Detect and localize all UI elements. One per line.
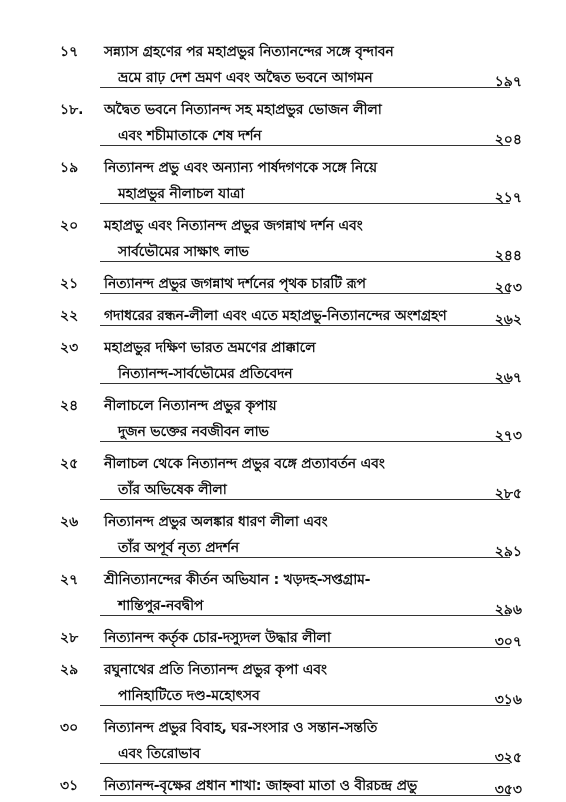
chapter-title: নিত্যানন্দ প্রভুর বিবাহ, ঘর-সংসার ও সন্তান-সন্ততি xyxy=(104,720,378,736)
chapter-title-continuation: সার্বভৌমের সাক্ষাৎ লাভ xyxy=(118,244,249,260)
chapter-title-continuation: নিত্যানন্দ-সার্বভৌমের প্রতিবেদন xyxy=(118,366,293,382)
page-number: ২১৭ xyxy=(494,190,522,206)
chapter-title-continuation: এবং শচীমাতাকে শেষ দর্শন xyxy=(118,128,262,144)
chapter-title-continuation: শান্তিপুর-নবদ্বীপ xyxy=(118,598,204,614)
chapter-number: ২৮ xyxy=(60,630,79,646)
page-number: ২৯১ xyxy=(494,544,522,560)
chapter-title: নীলাচল থেকে নিত্যানন্দ প্রভুর বঙ্গে প্রত্যাবর্তন এবং xyxy=(104,456,385,472)
chapter-title: শ্রীনিত্যানন্দের কীর্তন অভিযান : খড়দহ-সপ্তগ্রাম- xyxy=(104,572,371,588)
chapter-title: অদ্বৈত ভবনে নিত্যানন্দ সহ মহাপ্রভুর ভোজন লীলা xyxy=(104,102,382,118)
chapter-number: ২১ xyxy=(60,276,79,292)
entry-divider xyxy=(100,145,510,146)
chapter-title-continuation: তাঁর অপূর্ব নৃত্য প্রদর্শন xyxy=(118,540,239,556)
chapter-title: নিত্যানন্দ প্রভু এবং অন্যান্য পার্ষদগণকে সঙ্গে নিয়ে xyxy=(104,160,377,176)
entry-divider xyxy=(100,499,510,500)
entry-divider xyxy=(100,795,510,796)
entry-divider xyxy=(100,647,510,648)
page-number: ২৯৬ xyxy=(494,602,522,618)
toc-entry xyxy=(0,658,566,710)
chapter-title-continuation: এবং তিরোভাব xyxy=(118,746,201,762)
toc-entry xyxy=(0,510,566,562)
toc-entry xyxy=(0,774,566,800)
entry-divider xyxy=(100,203,510,204)
entry-divider xyxy=(100,87,510,88)
toc-entry xyxy=(0,626,566,652)
page-number: ২৮৫ xyxy=(494,486,522,502)
chapter-number: ১৭ xyxy=(60,44,79,60)
chapter-number: ২০ xyxy=(60,218,79,234)
page-number: ২৭৩ xyxy=(494,428,522,444)
entry-divider xyxy=(100,705,510,706)
page-number: ২৬২ xyxy=(494,312,522,328)
entry-divider xyxy=(100,615,510,616)
toc-entry xyxy=(0,214,566,266)
entry-divider xyxy=(100,557,510,558)
chapter-number: ২৯ xyxy=(60,662,79,678)
chapter-title: নিত্যানন্দ-বৃক্ষের প্রধান শাখা: জাহ্নবা মাতা ও বীরচন্দ্র প্রভু xyxy=(104,778,418,794)
chapter-number: ২৭ xyxy=(60,572,79,588)
chapter-title-continuation: দুজন ভক্তের নবজীবন লাভ xyxy=(118,424,269,440)
page-number: ৩২৫ xyxy=(494,750,522,766)
entry-divider xyxy=(100,325,510,326)
toc-entry xyxy=(0,568,566,620)
chapter-number: ২২ xyxy=(60,308,79,324)
chapter-title: নিত্যানন্দ কর্তৃক চোর-দস্যুদল উদ্ধার লীলা xyxy=(104,630,331,646)
chapter-number: ১৮. xyxy=(60,102,84,118)
chapter-title: সন্ন্যাস গ্রহণের পর মহাপ্রভুর নিত্যানন্দের সঙ্গে বৃন্দাবন xyxy=(104,44,394,60)
toc-entry xyxy=(0,336,566,388)
toc-entry xyxy=(0,394,566,446)
entry-divider xyxy=(100,383,510,384)
chapter-title: রঘুনাথের প্রতি নিত্যানন্দ প্রভুর কৃপা এবং xyxy=(104,662,327,678)
page-number: ৩১৬ xyxy=(494,692,522,708)
chapter-number: ২৬ xyxy=(60,514,79,530)
chapter-number: ১৯ xyxy=(60,160,79,176)
page-number: ২৫৩ xyxy=(494,280,522,296)
page-number: ৩৫৩ xyxy=(494,782,522,798)
chapter-title-continuation: পানিহাটিতে দণ্ড-মহোৎসব xyxy=(118,688,260,704)
entry-divider xyxy=(100,261,510,262)
page-number: ২৬৭ xyxy=(494,370,522,386)
toc-entry xyxy=(0,452,566,504)
chapter-number: ২৩ xyxy=(60,340,79,356)
toc-entry xyxy=(0,716,566,768)
chapter-title: নিত্যানন্দ প্রভুর জগন্নাথ দর্শনের পৃথক চারটি রূপ xyxy=(104,276,366,292)
chapter-title: নিত্যানন্দ প্রভুর অলঙ্কার ধারণ লীলা এবং xyxy=(104,514,328,530)
toc-entry xyxy=(0,98,566,150)
chapter-title-continuation: ভ্রমে রাঢ় দেশ ভ্রমণ এবং অদ্বৈত ভবনে আগমন xyxy=(118,70,373,86)
chapter-title: নীলাচলে নিত্যানন্দ প্রভুর কৃপায় xyxy=(104,398,277,414)
chapter-number: ২৫ xyxy=(60,456,79,472)
chapter-title-continuation: মহাপ্রভুর নীলাচল যাত্রা xyxy=(118,186,245,202)
chapter-title-continuation: তাঁর অভিষেক লীলা xyxy=(118,482,227,498)
toc-entry xyxy=(0,40,566,92)
entry-divider xyxy=(100,293,510,294)
entry-divider xyxy=(100,441,510,442)
chapter-number: ৩০ xyxy=(60,720,79,736)
chapter-title: মহাপ্রভু এবং নিত্যানন্দ প্রভুর জগন্নাথ দর্শন এবং xyxy=(104,218,363,234)
page-number: ৩০৭ xyxy=(494,634,522,650)
chapter-number: ৩১ xyxy=(60,778,79,794)
chapter-title: গদাধরের রন্ধন-লীলা এবং এতে মহাপ্রভু-নিত্যানন্দের অংশগ্রহণ xyxy=(104,308,447,324)
page-number: ২০৪ xyxy=(494,132,522,148)
toc-entry xyxy=(0,304,566,330)
chapter-number: ২৪ xyxy=(60,398,79,414)
entry-divider xyxy=(100,763,510,764)
chapter-title: মহাপ্রভুর দক্ষিণ ভারত ভ্রমণের প্রাক্কালে xyxy=(104,340,316,356)
toc-entry xyxy=(0,156,566,208)
page-number: ২৪৪ xyxy=(494,248,522,264)
page-number: ১৯৭ xyxy=(494,74,522,90)
toc-entry xyxy=(0,272,566,298)
